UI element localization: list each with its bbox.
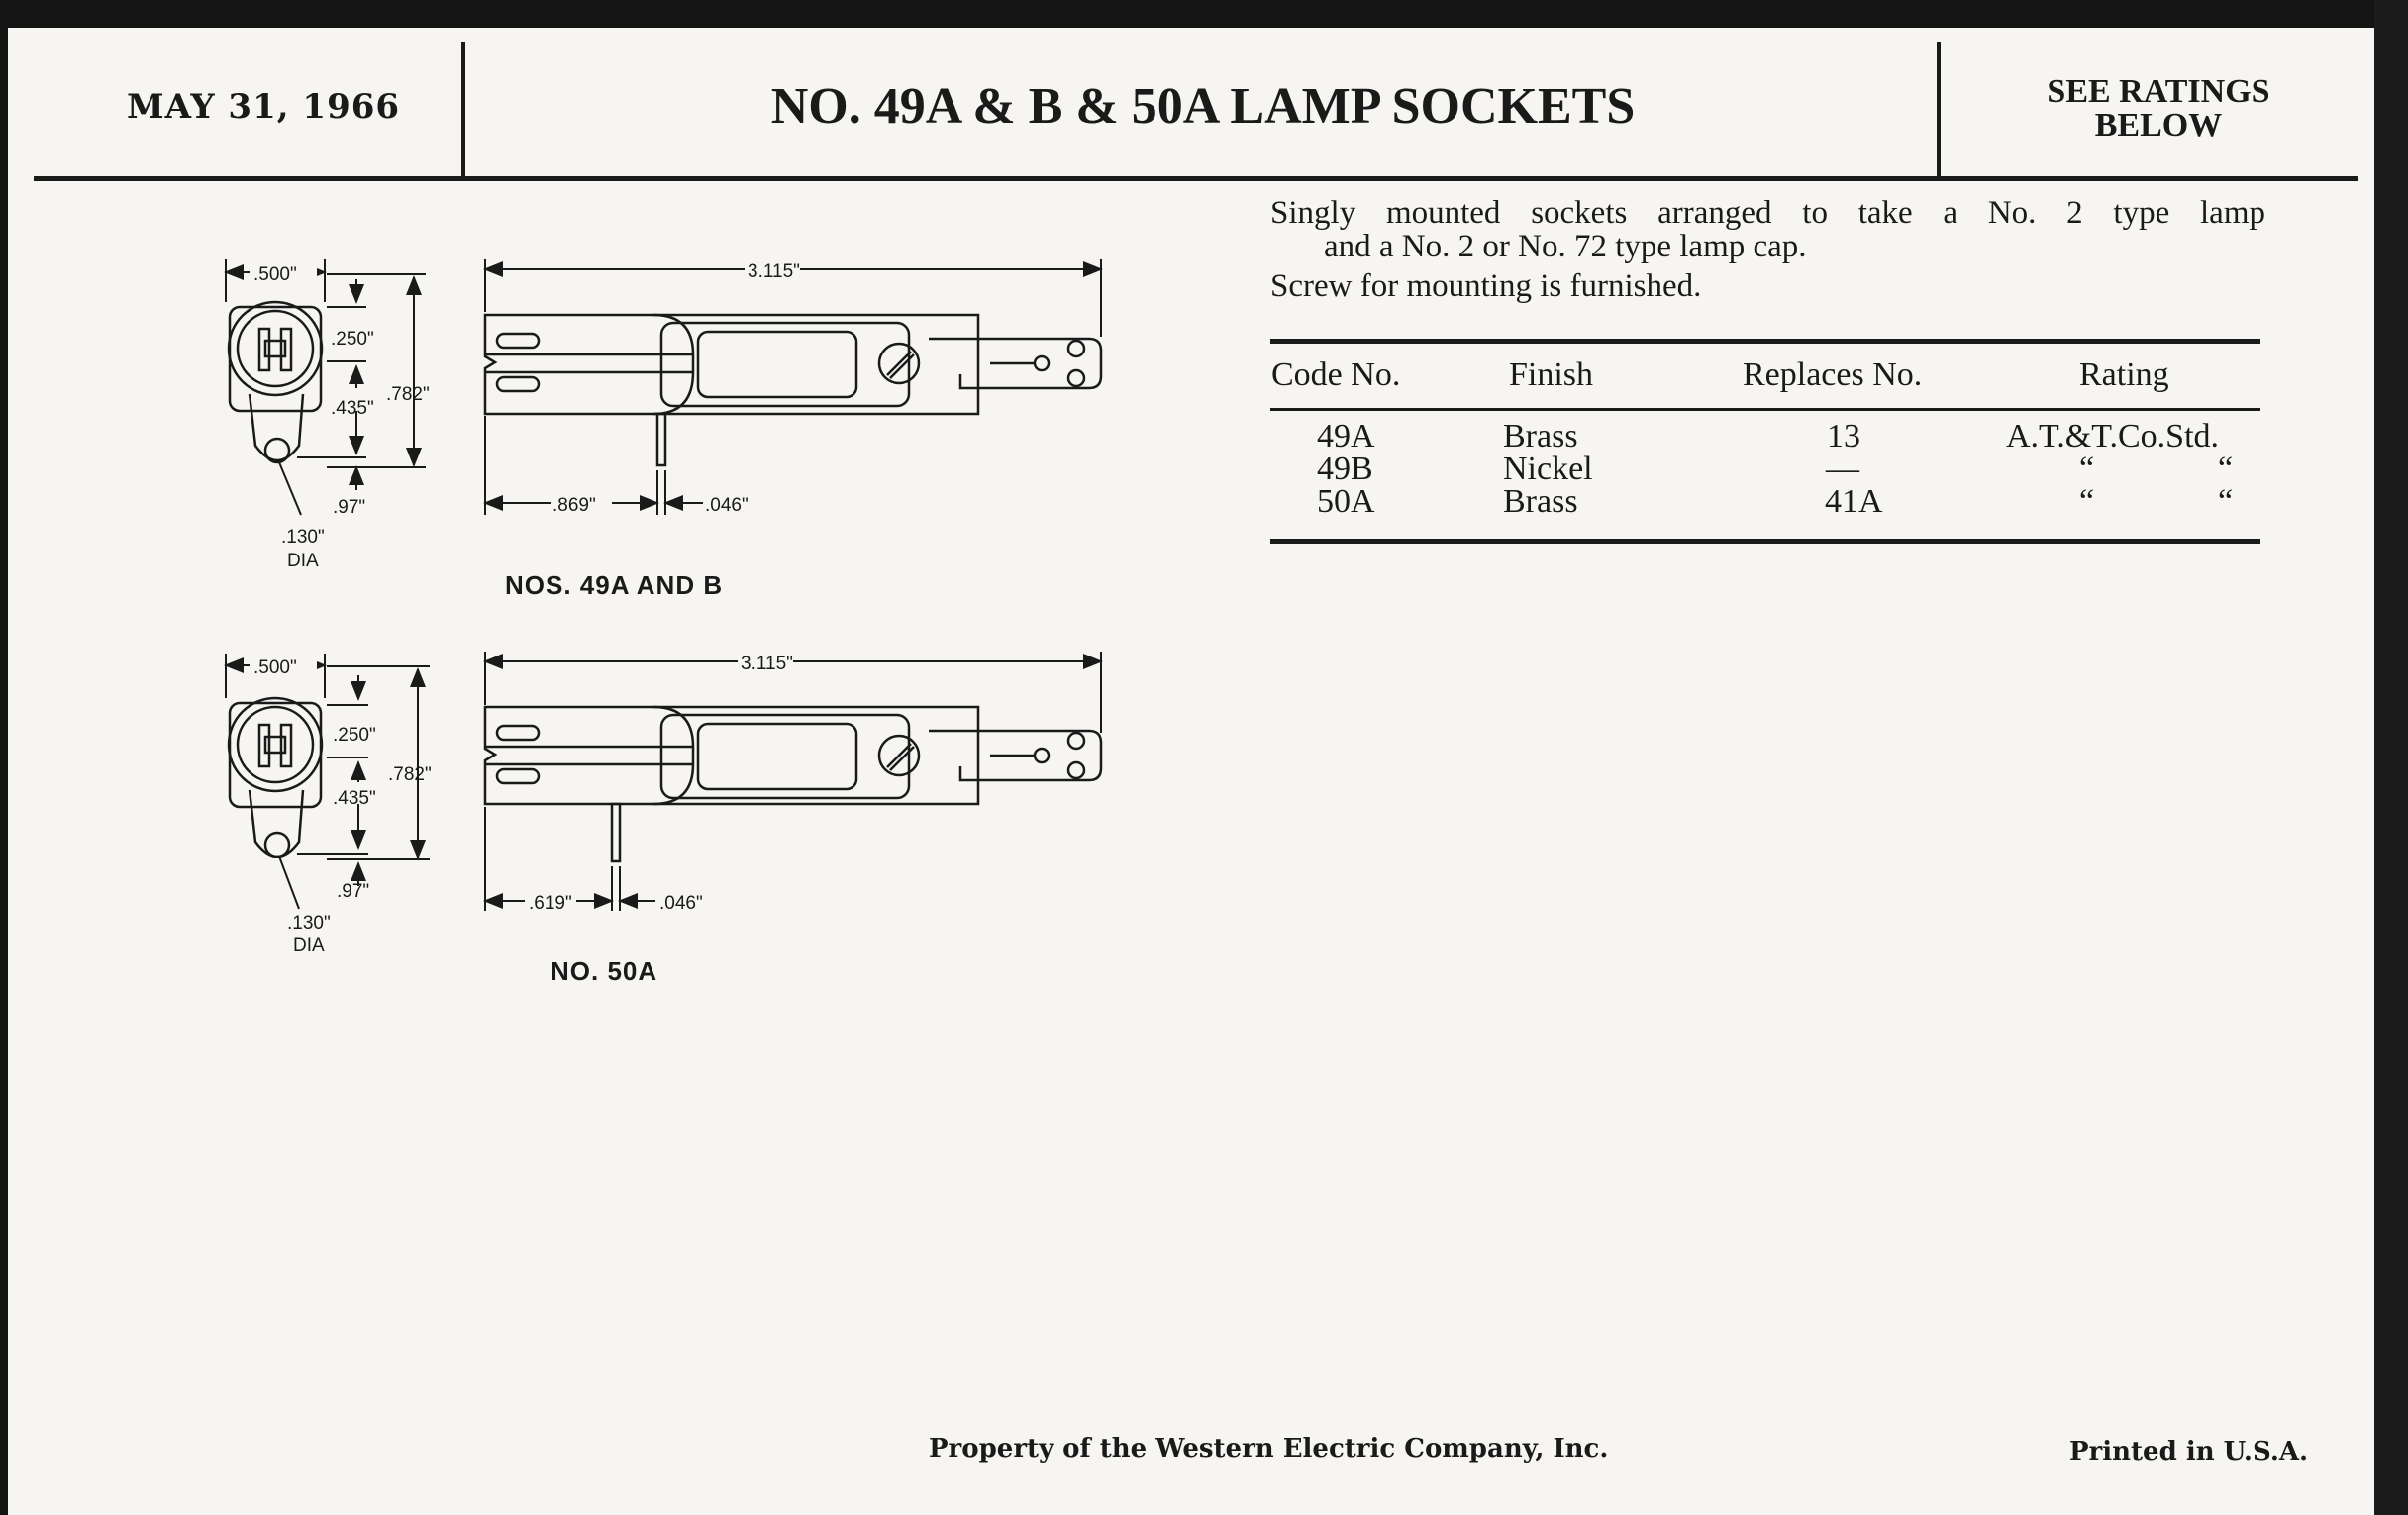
dim-dia: DIA bbox=[293, 935, 325, 956]
footer-printed: Printed in U.S.A. bbox=[2069, 1437, 2309, 1466]
dim-97: .97" bbox=[333, 497, 366, 518]
dim-pin: .046" bbox=[705, 495, 749, 516]
cell-finish: Brass bbox=[1503, 483, 1578, 520]
cell-code: 49A bbox=[1317, 418, 1375, 454]
end-view bbox=[229, 698, 322, 909]
cell-rating: A.T.&T.Co.Std. bbox=[2006, 418, 2220, 454]
dim-width: .500" bbox=[253, 264, 297, 285]
ratings-line-1: SEE RATINGS bbox=[2047, 73, 2270, 110]
footer-property: Property of the Western Electric Company, Inc. bbox=[929, 1434, 1609, 1464]
dim-250: .250" bbox=[331, 329, 374, 350]
side-view bbox=[485, 315, 1101, 465]
dim-pin: .046" bbox=[659, 893, 703, 914]
side-view bbox=[485, 707, 1101, 861]
end-view bbox=[229, 302, 322, 515]
drawing-50a bbox=[226, 652, 1101, 911]
col-header-replaces: Replaces No. bbox=[1743, 356, 1923, 393]
dim-435: .435" bbox=[333, 788, 376, 809]
description-line-2: and a No. 2 or No. 72 type lamp cap. bbox=[1324, 229, 1807, 264]
dim-hole: .130" bbox=[281, 527, 325, 548]
dim-97: .97" bbox=[337, 881, 370, 902]
cell-replaces: — bbox=[1826, 451, 1859, 487]
dim-782: .782" bbox=[386, 384, 430, 405]
cell-code: 50A bbox=[1317, 483, 1375, 520]
cell-replaces: 41A bbox=[1825, 483, 1883, 520]
cell-rating-ditto: “ bbox=[2079, 483, 2095, 520]
dim-782: .782" bbox=[388, 764, 432, 785]
cell-rating-ditto: “ bbox=[2079, 451, 2095, 487]
cell-code: 49B bbox=[1317, 451, 1373, 487]
dim-offset: .869" bbox=[552, 495, 596, 516]
dim-435: .435" bbox=[331, 398, 374, 419]
dim-dia: DIA bbox=[287, 551, 319, 571]
dim-hole: .130" bbox=[287, 913, 331, 934]
cell-rating-ditto: “ bbox=[2218, 451, 2234, 487]
ratings-line-2: BELOW bbox=[2094, 107, 2223, 144]
col-header-code: Code No. bbox=[1271, 356, 1401, 393]
drawing-caption-top: NOS. 49A AND B bbox=[505, 570, 724, 600]
dim-offset: .619" bbox=[529, 893, 572, 914]
dim-width: .500" bbox=[253, 657, 297, 678]
cell-finish: Brass bbox=[1503, 418, 1578, 454]
cell-rating-ditto: “ bbox=[2218, 483, 2234, 520]
dim-length: 3.115" bbox=[748, 261, 800, 282]
cell-replaces: 13 bbox=[1827, 418, 1860, 454]
col-header-finish: Finish bbox=[1509, 356, 1594, 393]
cell-finish: Nickel bbox=[1503, 451, 1593, 487]
drawing-49a-b bbox=[226, 259, 1101, 515]
date: MAY 31, 1966 bbox=[127, 87, 401, 127]
dim-length: 3.115" bbox=[741, 654, 793, 674]
page-title: NO. 49A & B & 50A LAMP SOCKETS bbox=[770, 78, 1636, 135]
description-line-1: Singly mounted sockets arranged to take a No. 2 type lamp bbox=[1270, 195, 2265, 231]
description-line-3: Screw for mounting is furnished. bbox=[1270, 268, 1702, 304]
dim-250: .250" bbox=[333, 725, 376, 746]
drawing-caption-bottom: NO. 50A bbox=[551, 957, 658, 986]
col-header-rating: Rating bbox=[2079, 356, 2169, 393]
